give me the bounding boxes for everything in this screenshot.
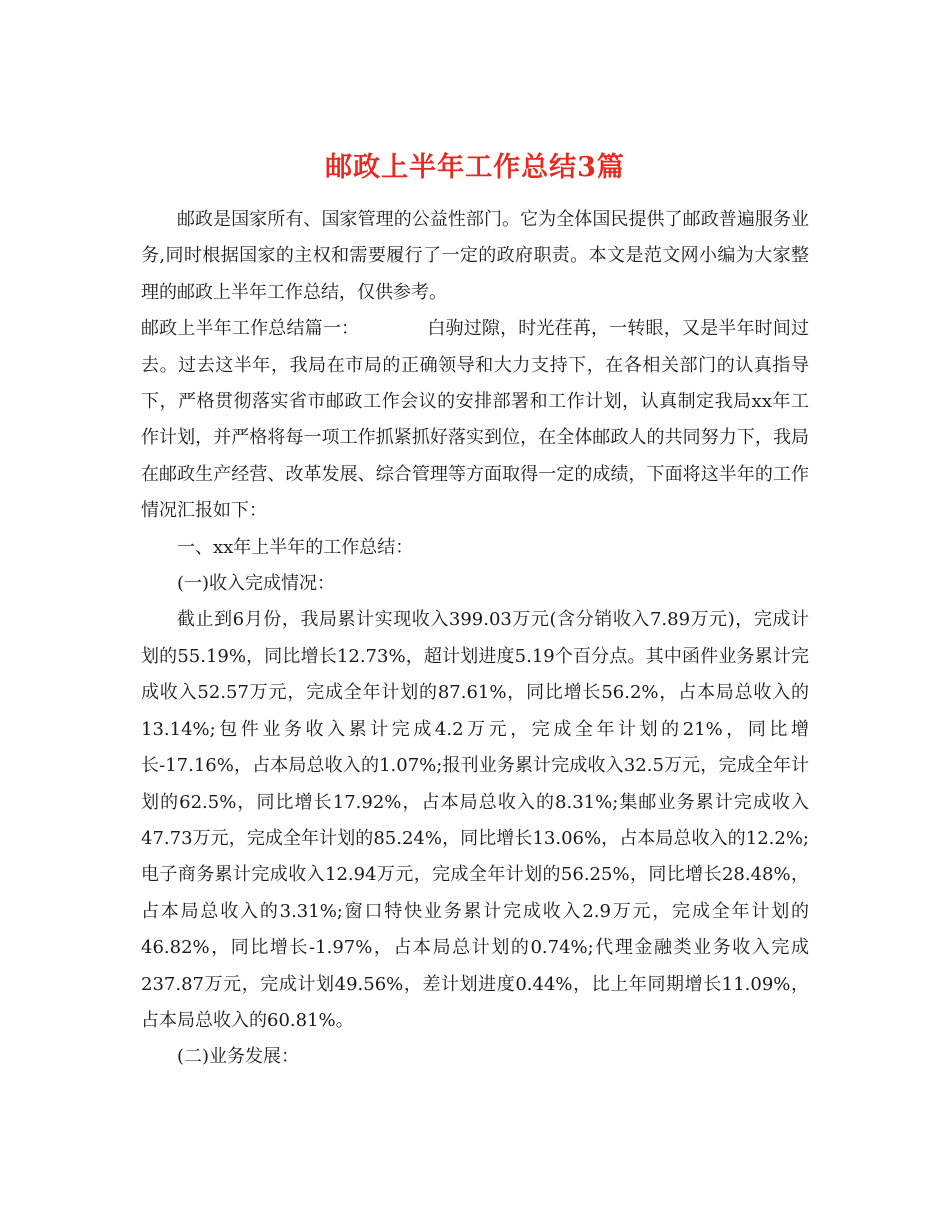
income-paragraph: 截止到6月份，我局累计实现收入399.03万元(含分销收入7.89万元)，完成计划的55.19%，同比增长12.73%，超计划进度5.19个百分点。其中函件业务累计完成收入52.57万元，完成全年计划的87.61%，同比增长56.2%，占本局总收入的13.14%;包件业务收入累计完成4.2万元，完成全年计划的21%，同比增长-17.16%，占本局总收入的1.07%;报刊业务累计完成收入32.5万元，完成全年计划的62.5%，同比增长17.92%，占本局总收入的8.31%;集邮业务累计完成收入47.73万元，完成全年计划的85.24%，同比增长13.06%，占本局总收入的12.2%;电子商务累计完成收入12.94万元，完成全年计划的56.25%，同比增长28.48%，占本局总收入的3.31%;窗口特快业务累计完成收入2.9万元，完成全年计划的46.82%，同比增长-1.97%，占本局总计划的0.74%;代理金融类业务收入完成237.87万元，完成计划49.56%，差计划进度0.44%，比上年同期增长11.09%，占本局总收入的60.81%。 bbox=[141, 609, 809, 1031]
subsection-one-heading: (一)收入完成情况： bbox=[177, 573, 336, 595]
article-one-label: 邮政上半年工作总结篇一： bbox=[141, 318, 360, 340]
section-one-heading: 一、xx年上半年的工作总结： bbox=[177, 536, 414, 558]
article-one-paragraph bbox=[141, 311, 809, 529]
subsection-two-heading: (二)业务发展： bbox=[177, 1046, 300, 1068]
document-title: 邮政上半年工作总结3篇 bbox=[325, 152, 625, 184]
article-one-text: 白驹过隙，时光荏苒，一转眼，又是半年时间过去。过去这半年，我局在市局的正确领导和大力支持下，在各相关部门的认真指导下，严格贯彻落实省市邮政工作会议的安排部署和工作计划，认真制定我局xx年工作计划，并严格将每一项工作抓紧抓好落实到位，在全体邮政人的共同努力下，我局在邮政生产经营、改革发展、综合管理等方面取得一定的成绩，下面将这半年的工作情况汇报如下： bbox=[141, 318, 810, 522]
document-body bbox=[141, 202, 809, 1076]
intro-paragraph: 邮政是国家所有、国家管理的公益性部门。它为全体国民提供了邮政普遍服务业务,同时根据国家的主权和需要履行了一定的政府职责。本文是范文网小编为大家整理的邮政上半年工作总结，仅供参考。 bbox=[141, 209, 809, 303]
